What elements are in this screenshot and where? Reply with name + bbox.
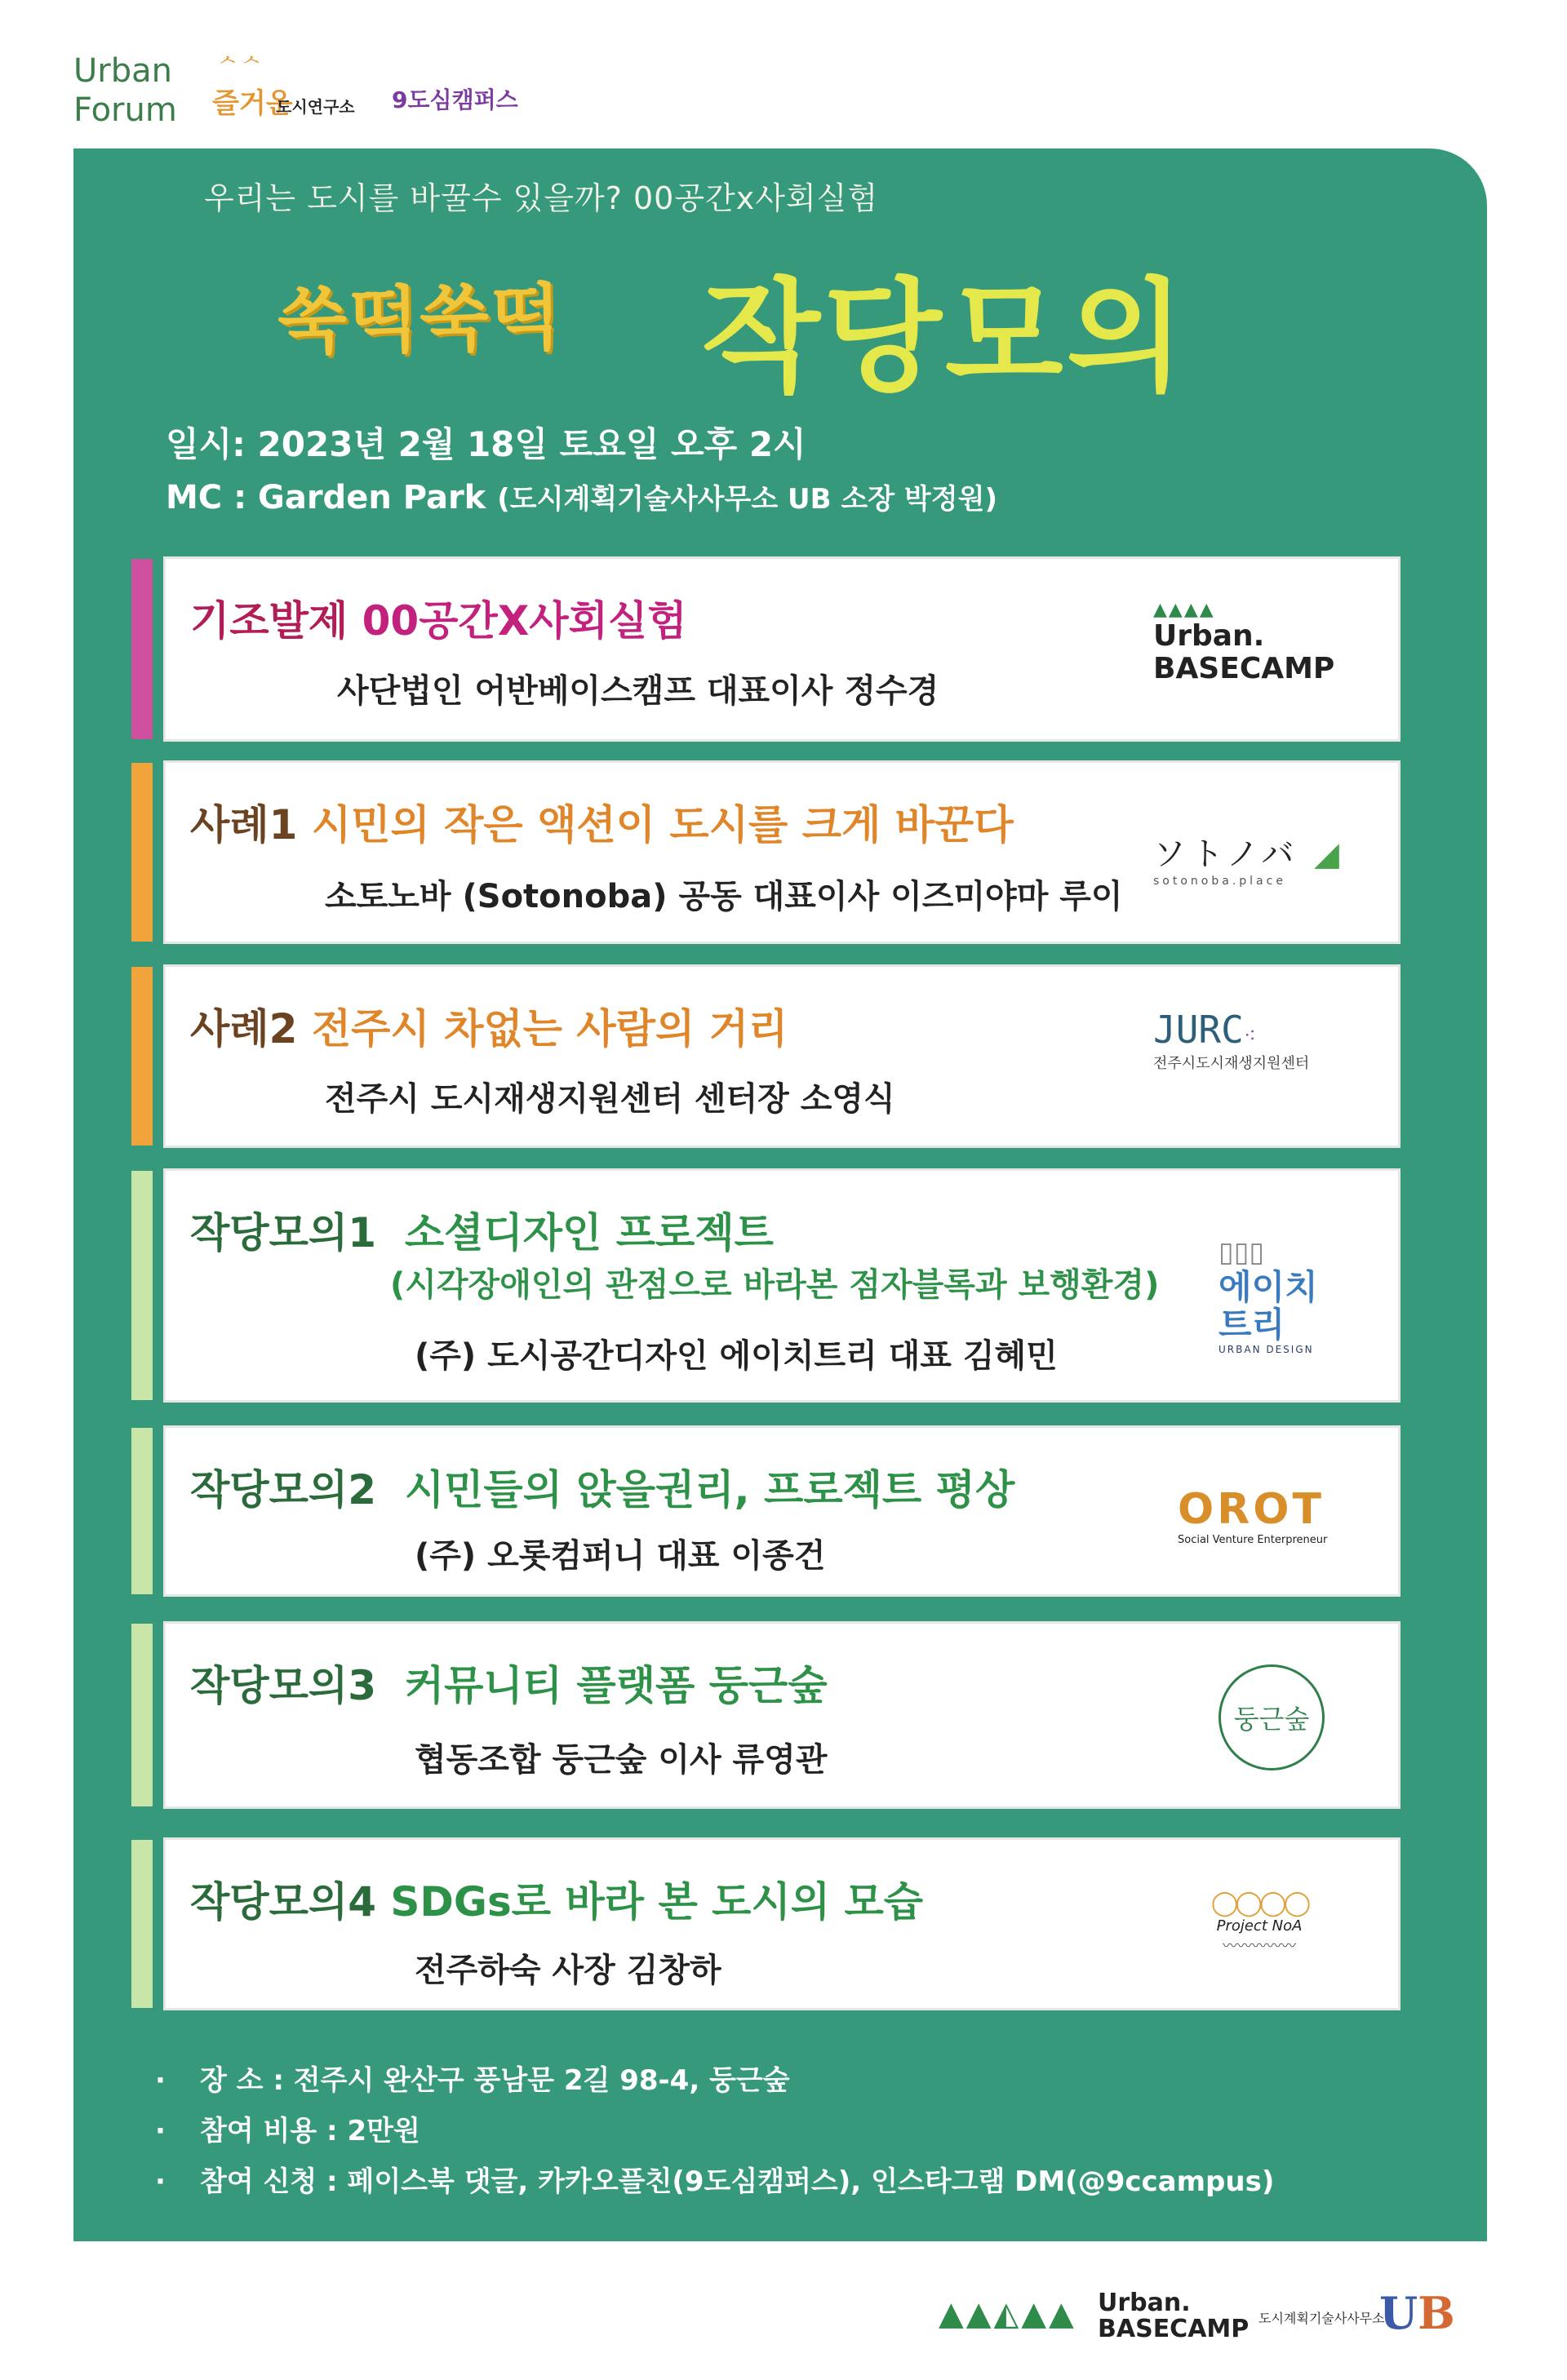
accent-bar <box>131 967 153 1146</box>
accent-bar <box>131 1840 153 2008</box>
session-title: 작당모의3 커뮤니티 플랫폼 둥근숲 <box>190 1662 828 1709</box>
waves-icon: 〰〰〰〰〰 <box>1223 1938 1296 1955</box>
header-logos <box>73 45 645 135</box>
session-title: 작당모의4 SDGs로 바라 본 도시의 모습 <box>190 1878 924 1926</box>
title-right: 작당모의 <box>702 267 1188 409</box>
session-note: (시각장애인의 관점으로 바라본 점자블록과 보행환경) <box>390 1266 1160 1304</box>
session-speaker: (주) 오롯컴퍼니 대표 이종건 <box>415 1537 826 1575</box>
accent-bar <box>131 1171 153 1400</box>
mc-line: MC : Garden Park (도시계획기술사사무소 UB 소장 박정원) <box>166 479 998 516</box>
urban-basecamp-footer-logo: Urban. BASECAMP <box>1098 2289 1250 2343</box>
title-left: 쑥떡쑥떡 <box>277 274 563 365</box>
session-speaker: (주) 도시공간디자인 에이치트리 대표 김혜민 <box>415 1337 1058 1375</box>
poster-panel <box>73 148 1487 2241</box>
session-card-keynote <box>163 556 1401 742</box>
accent-bar <box>131 559 153 739</box>
session-speaker: 전주시 도시재생지원센터 센터장 소영식 <box>325 1080 895 1118</box>
event-info <box>155 2058 1274 2209</box>
urban-basecamp-logo: ▲▲▲▲ Urban. BASECAMP <box>1153 600 1365 685</box>
session-title: 사례1 시민의 작은 액션이 도시를 크게 바꾼다 <box>190 801 1014 849</box>
jurc-logo: JURC⁖ 전주시도시재생지원센터 <box>1153 1008 1310 1072</box>
accent-bar <box>131 763 153 942</box>
accent-bar <box>131 1624 153 1806</box>
session-speaker: 사단법인 어반베이스캠프 대표이사 정수경 <box>337 672 939 710</box>
event-date: 일시: 2023년 2월 18일 토요일 오후 2시 <box>166 424 806 464</box>
info-registration: · 참여 신청 : 페이스북 댓글, 카카오플친(9도심캠퍼스), 인스타그램 DM(@9ccampus) <box>155 2165 1275 2198</box>
orot-logo: OROT Social Venture Enterpreneur <box>1178 1485 1328 1546</box>
tagline: 우리는 도시를 바꿀수 있을까? 00공간x사회실험 <box>204 180 879 216</box>
info-fee: · 참여 비용 : 2만원 <box>155 2115 420 2147</box>
session-title: 기조발제 00공간X사회실험 <box>190 597 687 645</box>
9dosim-campus-logo: 9도심캠퍼스 <box>392 86 518 113</box>
trees-icon: ▲▲▲▲ <box>1153 600 1215 620</box>
session-card-workshop1 <box>163 1168 1401 1403</box>
session-speaker: 협동조합 둥근숲 이사 류영관 <box>415 1741 828 1779</box>
building-icon: ▯▯▯ <box>1219 1236 1265 1269</box>
accent-bar <box>131 1428 153 1594</box>
sotonoba-logo: ソトノバ ◢ sotonoba.place <box>1153 835 1344 888</box>
ub-logo: UB <box>1379 2287 1455 2339</box>
session-card-case2 <box>163 964 1401 1148</box>
session-title: 작당모의1 소셜디자인 프로젝트 <box>190 1209 774 1256</box>
session-speaker: 전주하숙 사장 김창하 <box>415 1952 721 1989</box>
office-name: 도시계획기술사사무소 <box>1258 2311 1385 2326</box>
info-venue: · 장 소 : 전주시 완산구 풍남문 2길 98-4, 둥근숲 <box>155 2064 790 2097</box>
session-title: 작당모의2 시민들의 앉을권리, 프로젝트 평상 <box>190 1466 1015 1514</box>
project-noa-logo: ◯◯◯◯ Project NoA 〰〰〰〰〰 <box>1170 1889 1349 1956</box>
session-card-workshop3 <box>163 1621 1401 1809</box>
bubbles-icon: ◯◯◯◯ <box>1210 1889 1308 1917</box>
urban-forum-logo: Urban Forum <box>73 52 177 129</box>
dots-icon: ⁖ <box>1243 1024 1257 1048</box>
session-card-workshop4 <box>163 1837 1401 2010</box>
dungeunsup-logo: 둥근숲 <box>1219 1664 1333 1771</box>
session-card-case1 <box>163 760 1401 944</box>
triangle-icon: ◢ <box>1314 835 1344 873</box>
session-title: 사례2 전주시 차없는 사람의 거리 <box>190 1005 788 1053</box>
session-card-workshop2 <box>163 1425 1401 1597</box>
jeulgeoun-logo: ᄉᄉ 즐거운 도시연구소 <box>212 45 359 135</box>
trees-tent-icon: ▲▲◭▲▲ <box>939 2295 1076 2333</box>
people-icon: ᄉᄉ <box>217 55 265 79</box>
htree-logo: ▯▯▯ 에이치트리 URBAN DESIGN <box>1219 1236 1349 1355</box>
footer-logos <box>939 2280 1510 2354</box>
session-speaker: 소토노바 (Sotonoba) 공동 대표이사 이즈미야마 루이 <box>325 878 1123 915</box>
